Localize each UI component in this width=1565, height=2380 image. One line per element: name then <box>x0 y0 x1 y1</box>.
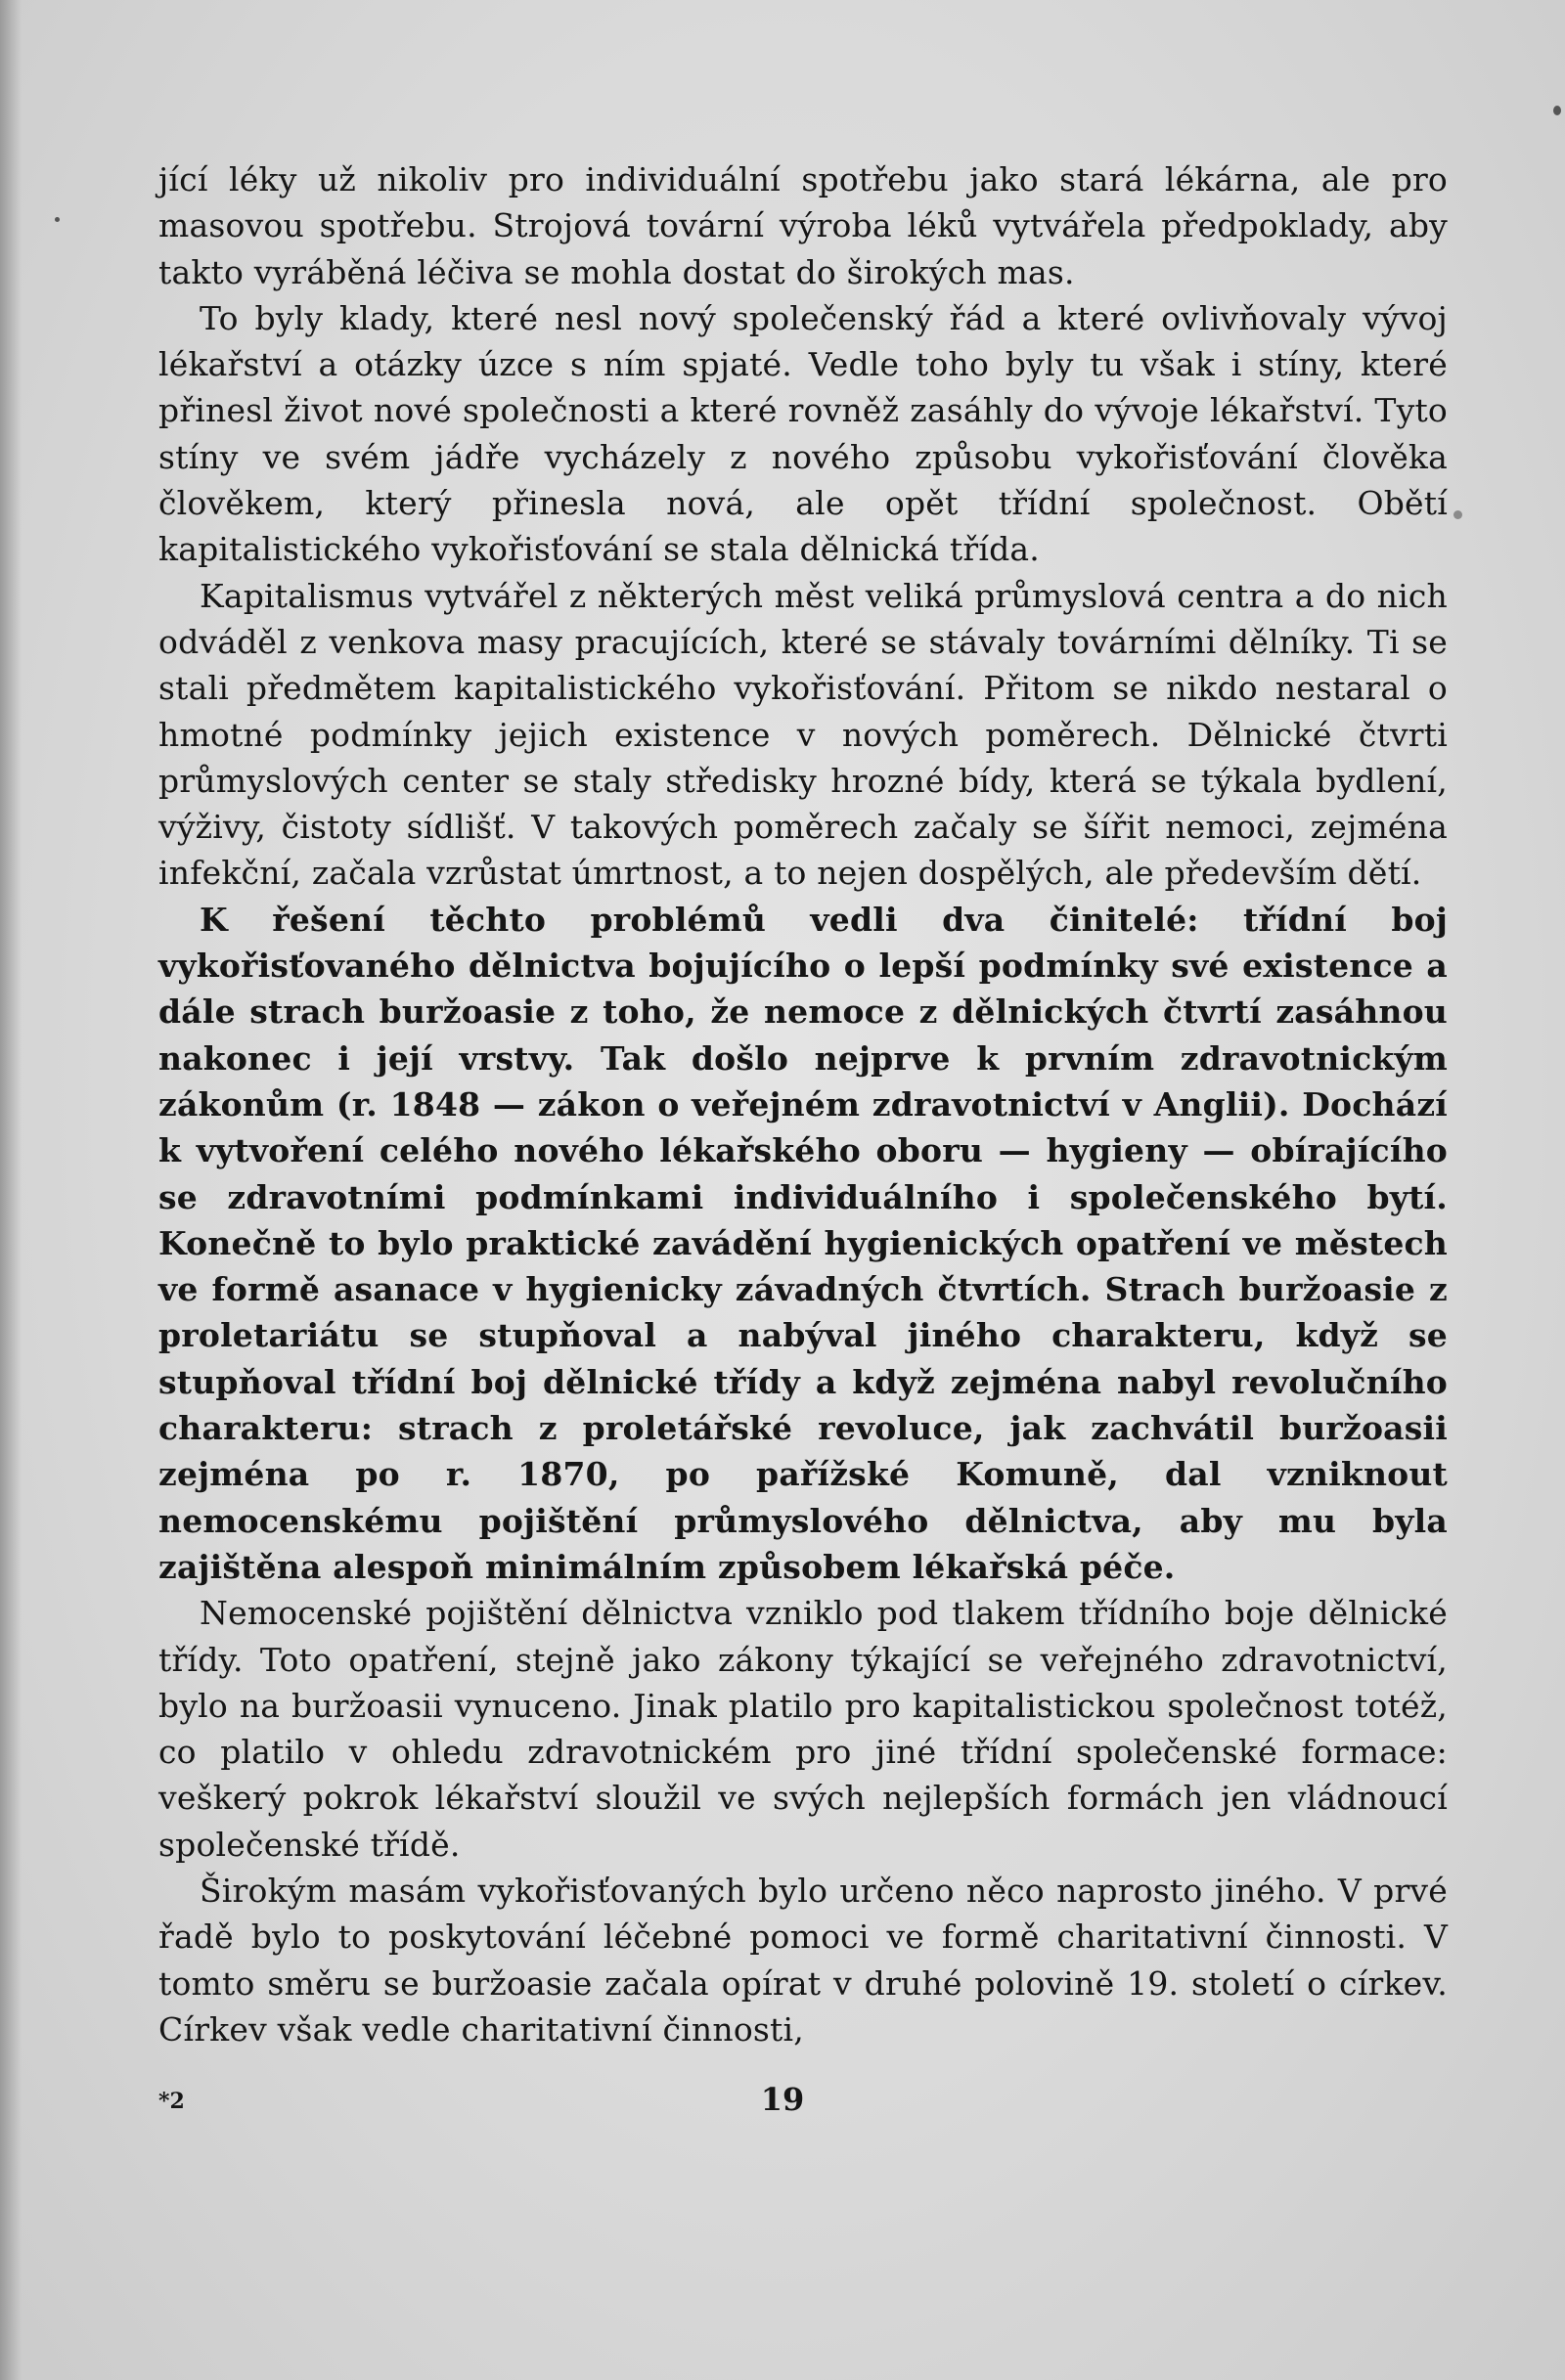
paragraph-4: K řešení těchto problémů vedli dva činitelé: třídní boj vykořisťovaného dělnictva bojujícího o lepší podmínky své existence a dále strach buržoasie z toho, že nemoce z dělnických čtvrtí zasáhnou nakonec i její vrstvy. Tak došlo nejprve k prvním zdravotnickým zákonům (r. 1848 — zákon o veřejném zdravotnictví v Anglii). Dochází k vytvoření celého nového lékařského oboru — hygieny — obírajícího se zdravotními podmínkami individuálního i společenského bytí. Konečně to bylo praktické zavádění hygienických opatření ve městech ve formě asanace v hygienicky závadných čtvrtích. Strach buržoasie z proletariátu se stupňoval a nabýval jiného charakteru, když se stupňoval třídní boj dělnické třídy a když zejména nabyl revolučního charakteru: strach z proletářské revoluce, jak zachvátil buržoasii zejména po r. 1870, po pařížské Komuně, dal vzniknout nemocenskému pojištění průmyslového dělnictva, aby mu byla zajištěna alespoň minimálním způsobem lékařská péče. <box>158 900 1448 1586</box>
print-speck <box>1453 510 1462 519</box>
paragraph-5: Nemocenské pojištění dělnictva vzniklo pod tlakem třídního boje dělnické třídy. Toto opatření, stejně jako zákony týkající se veřejného zdravotnictví, bylo na buržoasii vynuceno. Jinak platilo pro kapitalistickou společnost totéž, co platilo v ohledu zdravotnickém pro jiné třídní společenské formace: veškerý pokrok lékařství sloužil ve svých nejlepších formách jen vládnoucí společenské třídě. <box>158 1594 1448 1864</box>
signature-mark: *2 <box>158 2089 185 2114</box>
paragraph-3: Kapitalismus vytvářel z některých měst veliká průmyslová centra a do nich odváděl z venkova masy pracujících, které se stávaly továrními dělníky. Ti se stali předmětem kapitalistického vykořisťování. Přitom se nikdo nestaral o hmotné podmínky jejich existence v nových poměrech. Dělnické čtvrti průmyslových center se staly středisky hrozné bídy, která se týkala bydlení, výživy, čistoty sídlišť. V takových poměrech začaly se šířit nemoci, zejména infekční, začala vzrůstat úmrtnost, a to nejen dospělých, ale především dětí. <box>158 576 1448 893</box>
body-text <box>158 156 1448 2052</box>
page-number: 19 <box>760 2081 805 2118</box>
print-speck <box>1553 106 1561 115</box>
page-gutter-shadow <box>0 0 22 2380</box>
paragraph-2: To byly klady, které nesl nový společenský řád a které ovlivňovaly vývoj lékařství a otázky úzce s ním spjaté. Vedle toho byly tu však i stíny, které přinesl život nové společnosti a které rovněž zasáhly do vývoje lékařství. Tyto stíny ve svém jádře vycházely z nového způsobu vykořisťování člověka člověkem, který přinesla nová, ale opět třídní společnost. Obětí kapitalistického vykořisťování se stala dělnická třída. <box>158 298 1448 569</box>
paragraph-6: Širokým masám vykořisťovaných bylo určeno něco naprosto jiného. V prvé řadě bylo to poskytování léčebné pomoci ve formě charitativní činnosti. V tomto směru se buržoasie začala opírat v druhé polovině 19. století o církev. Církev však vedle charitativní činnosti, <box>158 1871 1448 2049</box>
print-speck <box>55 217 60 222</box>
paragraph-1: jící léky už nikoliv pro individuální spotřebu jako stará lékárna, ale pro masovou spotřebu. Strojová tovární výroba léků vytvářela předpoklady, aby takto vyráběná léčiva se mohla dostat do širokých mas. <box>158 160 1448 291</box>
